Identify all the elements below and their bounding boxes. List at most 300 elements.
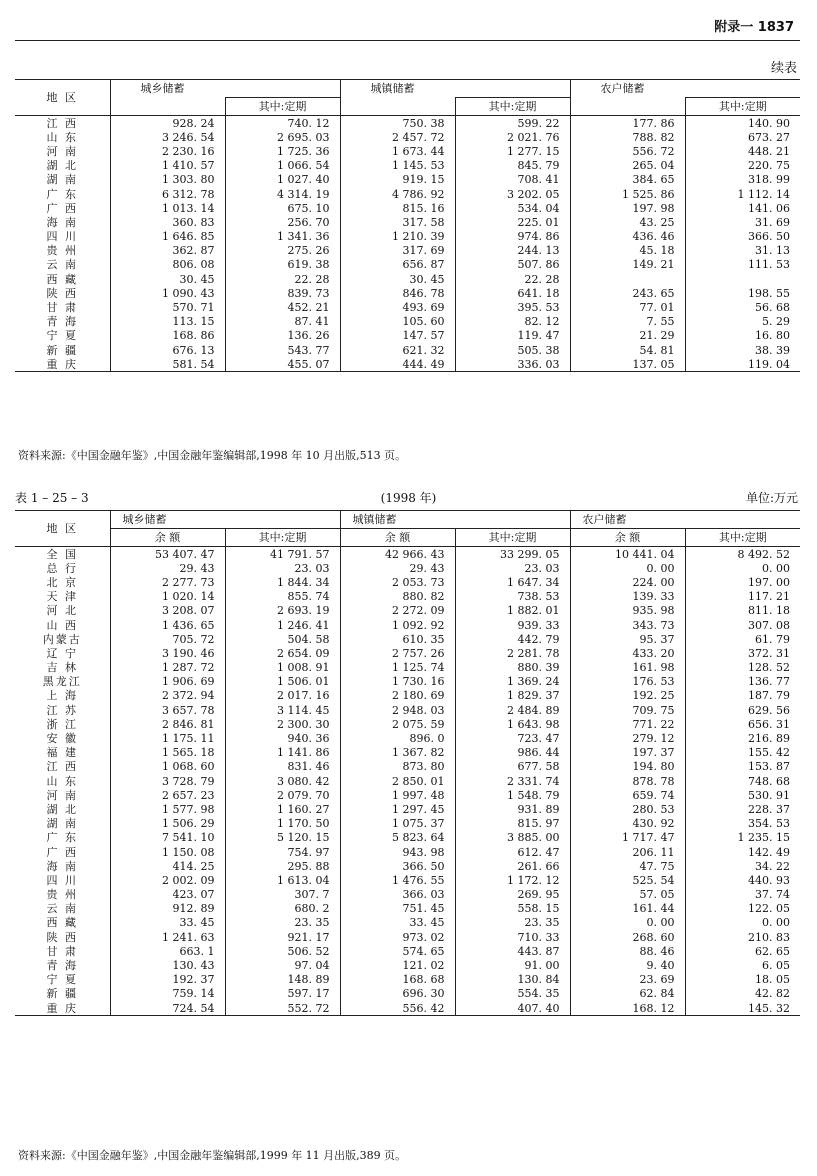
region-cell: 西 藏 <box>15 272 110 286</box>
value-cell: 534. 04 <box>455 201 570 215</box>
value-cell: 912. 89 <box>172 902 215 916</box>
value-cell: 43. 25 <box>570 215 685 229</box>
value-cell: 1 066. 54 <box>225 159 340 173</box>
value-cell: 1 160. 27 <box>225 802 340 816</box>
value-cell: 29. 43 <box>340 561 455 575</box>
value-cell: 2 053. 73 <box>340 575 455 589</box>
value-cell: 839. 73 <box>225 286 340 300</box>
value-cell: 2 457. 72 <box>340 130 455 144</box>
value-cell: 433. 20 <box>570 646 685 660</box>
value-cell: 47. 75 <box>570 859 685 873</box>
value-cell: 23. 35 <box>225 916 340 930</box>
value-cell: 641. 18 <box>455 286 570 300</box>
value-cell: 225. 01 <box>455 215 570 229</box>
savings-table-continued <box>15 79 800 372</box>
region-cell: 广 东 <box>15 831 110 845</box>
region-cell: 陕 西 <box>15 286 110 300</box>
value-cell: 38. 39 <box>685 343 800 357</box>
value-cell: 30. 45 <box>340 272 455 286</box>
value-cell: 142. 49 <box>685 845 800 859</box>
table-row <box>15 575 800 589</box>
value-cell: 2 948. 03 <box>340 703 455 717</box>
value-cell: 1 210. 39 <box>340 230 455 244</box>
value-cell: 122. 05 <box>685 902 800 916</box>
region-cell: 重 庆 <box>15 1001 110 1016</box>
value-cell: 3 202. 05 <box>455 187 570 201</box>
region-cell: 贵 州 <box>15 244 110 258</box>
value-cell: 1 145. 53 <box>340 159 455 173</box>
region-cell: 江 西 <box>15 116 110 131</box>
value-cell: 117. 21 <box>685 590 800 604</box>
value-cell: 177. 86 <box>570 116 685 131</box>
value-cell: 1 436. 65 <box>162 618 215 632</box>
table-row <box>15 547 800 562</box>
value-cell: 443. 87 <box>455 944 570 958</box>
header-fixed-1: 其中:定期 <box>225 98 340 116</box>
value-cell: 543. 77 <box>225 343 340 357</box>
value-cell: 2 075. 59 <box>340 717 455 731</box>
value-cell: 265. 04 <box>570 159 685 173</box>
region-cell: 宁 夏 <box>15 329 110 343</box>
region-cell: 总 行 <box>15 561 110 575</box>
value-cell: 105. 60 <box>340 315 455 329</box>
value-cell: 275. 26 <box>225 244 340 258</box>
value-cell: 16. 80 <box>685 329 800 343</box>
value-cell: 1 246. 41 <box>225 618 340 632</box>
value-cell: 552. 72 <box>225 1001 340 1016</box>
value-cell: 6. 05 <box>685 958 800 972</box>
value-cell: 1 643. 98 <box>455 717 570 731</box>
region-cell: 新 疆 <box>15 987 110 1001</box>
value-cell: 23. 03 <box>455 561 570 575</box>
table-row <box>15 689 800 703</box>
region-cell: 云 南 <box>15 258 110 272</box>
table-row <box>15 315 800 329</box>
value-cell: 806. 08 <box>172 258 215 272</box>
value-cell: 395. 53 <box>455 300 570 314</box>
table-year: (1998 年) <box>380 491 437 505</box>
value-cell: 30. 45 <box>179 272 215 286</box>
table-row <box>15 1001 800 1016</box>
value-cell: 1 075. 37 <box>340 817 455 831</box>
source-note-a: 资料来源:《中国金融年鉴》,中国金融年鉴编辑部,1998 年 10 月出版,513 页。 <box>18 449 407 462</box>
table-row <box>15 116 800 131</box>
value-cell: 197. 00 <box>685 575 800 589</box>
value-cell: 599. 22 <box>455 116 570 131</box>
value-cell: 8 492. 52 <box>685 547 800 562</box>
value-cell: 130. 84 <box>455 973 570 987</box>
value-cell: 4 786. 92 <box>340 187 455 201</box>
region-cell: 四 川 <box>15 230 110 244</box>
table-row <box>15 845 800 859</box>
table-row <box>15 746 800 760</box>
value-cell: 168. 68 <box>340 973 455 987</box>
value-cell: 1 730. 16 <box>340 675 455 689</box>
value-cell <box>570 272 685 286</box>
value-cell: 42. 82 <box>685 987 800 1001</box>
value-cell: 1 548. 79 <box>455 788 570 802</box>
region-cell: 山 东 <box>15 130 110 144</box>
table-row <box>15 258 800 272</box>
region-cell: 广 西 <box>15 845 110 859</box>
value-cell: 318. 99 <box>685 173 800 187</box>
value-cell: 2 281. 78 <box>455 646 570 660</box>
value-cell: 1 303. 80 <box>162 173 215 187</box>
value-cell: 228. 37 <box>685 802 800 816</box>
value-cell: 261. 66 <box>455 859 570 873</box>
region-cell: 江 西 <box>15 760 110 774</box>
value-cell: 136. 26 <box>225 329 340 343</box>
value-cell: 1 297. 45 <box>340 802 455 816</box>
region-cell: 甘 肃 <box>15 944 110 958</box>
value-cell: 919. 15 <box>340 173 455 187</box>
value-cell: 610. 35 <box>340 632 455 646</box>
table-row <box>15 286 800 300</box>
table-title: 表 1 – 25 – 3 <box>15 491 89 505</box>
value-cell: 384. 65 <box>570 173 685 187</box>
header-region: 地 区 <box>15 80 110 116</box>
table-a-body <box>15 116 800 372</box>
value-cell: 921. 17 <box>225 930 340 944</box>
value-cell: 597. 17 <box>225 987 340 1001</box>
value-cell: 493. 69 <box>340 300 455 314</box>
value-cell: 1 020. 14 <box>162 590 215 604</box>
value-cell: 442. 79 <box>455 632 570 646</box>
value-cell: 0. 00 <box>685 916 800 930</box>
header-balance-2: 余 额 <box>340 529 455 547</box>
value-cell: 168. 86 <box>172 329 215 343</box>
region-cell: 新 疆 <box>15 343 110 357</box>
table-row <box>15 902 800 916</box>
value-cell: 3 728. 79 <box>162 774 215 788</box>
region-cell: 内蒙古 <box>15 632 110 646</box>
value-cell: 940. 36 <box>225 731 340 745</box>
value-cell: 256. 70 <box>225 215 340 229</box>
value-cell: 1 172. 12 <box>455 873 570 887</box>
value-cell: 1 235. 15 <box>685 831 800 845</box>
value-cell: 788. 82 <box>570 130 685 144</box>
value-cell: 336. 03 <box>455 357 570 372</box>
table-row <box>15 888 800 902</box>
value-cell: 455. 07 <box>225 357 340 372</box>
value-cell: 187. 79 <box>685 689 800 703</box>
value-cell: 2 300. 30 <box>225 717 340 731</box>
value-cell: 1 476. 55 <box>340 873 455 887</box>
value-cell: 139. 33 <box>570 590 685 604</box>
value-cell: 136. 77 <box>685 675 800 689</box>
value-cell: 147. 57 <box>340 329 455 343</box>
table-row <box>15 159 800 173</box>
table-row <box>15 632 800 646</box>
value-cell: 1 906. 69 <box>162 675 215 689</box>
value-cell: 1 613. 04 <box>225 873 340 887</box>
value-cell: 656. 31 <box>685 717 800 731</box>
table-row <box>15 944 800 958</box>
value-cell: 1 673. 44 <box>340 144 455 158</box>
table-row <box>15 646 800 660</box>
table-row <box>15 144 800 158</box>
value-cell: 1 027. 40 <box>225 173 340 187</box>
value-cell: 168. 12 <box>570 1001 685 1016</box>
value-cell: 855. 74 <box>225 590 340 604</box>
value-cell: 206. 11 <box>570 845 685 859</box>
value-cell: 659. 74 <box>570 788 685 802</box>
value-cell: 570. 71 <box>172 301 215 315</box>
value-cell: 3 885. 00 <box>455 831 570 845</box>
region-cell: 河 北 <box>15 604 110 618</box>
value-cell: 366. 03 <box>340 888 455 902</box>
value-cell: 372. 31 <box>685 646 800 660</box>
value-cell: 31. 13 <box>685 244 800 258</box>
value-cell: 161. 98 <box>570 661 685 675</box>
value-cell: 119. 47 <box>455 329 570 343</box>
value-cell: 407. 40 <box>455 1001 570 1016</box>
value-cell: 155. 42 <box>685 746 800 760</box>
table-row <box>15 343 800 357</box>
value-cell: 750. 38 <box>340 116 455 131</box>
value-cell: 111. 53 <box>685 258 800 272</box>
value-cell: 986. 44 <box>455 746 570 760</box>
region-cell: 吉 林 <box>15 661 110 675</box>
region-cell: 湖 北 <box>15 159 110 173</box>
region-cell: 河 南 <box>15 788 110 802</box>
value-cell: 210. 83 <box>685 930 800 944</box>
value-cell: 676. 13 <box>172 343 215 357</box>
value-cell: 414. 25 <box>172 859 215 873</box>
value-cell: 29. 43 <box>179 561 215 575</box>
value-cell: 5 823. 64 <box>340 831 455 845</box>
value-cell: 354. 53 <box>685 817 800 831</box>
value-cell: 1 506. 29 <box>162 817 215 831</box>
value-cell: 1 341. 36 <box>225 230 340 244</box>
value-cell: 556. 42 <box>340 1001 455 1016</box>
value-cell: 5. 29 <box>685 315 800 329</box>
region-cell: 西 藏 <box>15 916 110 930</box>
value-cell: 280. 53 <box>570 802 685 816</box>
value-cell: 2 331. 74 <box>455 774 570 788</box>
table-row <box>15 230 800 244</box>
table-row <box>15 717 800 731</box>
value-cell: 619. 38 <box>225 258 340 272</box>
table-row <box>15 817 800 831</box>
value-cell: 9. 40 <box>570 958 685 972</box>
value-cell: 243. 65 <box>570 286 685 300</box>
value-cell: 317. 69 <box>340 244 455 258</box>
value-cell: 444. 49 <box>340 357 455 372</box>
value-cell: 56. 68 <box>685 300 800 314</box>
value-cell: 677. 58 <box>455 760 570 774</box>
value-cell: 4 314. 19 <box>225 187 340 201</box>
value-cell: 161. 44 <box>570 902 685 916</box>
table-row <box>15 675 800 689</box>
header-balance-3: 余 额 <box>570 529 685 547</box>
value-cell: 33. 45 <box>179 916 215 930</box>
value-cell: 128. 52 <box>685 661 800 675</box>
value-cell: 141. 06 <box>685 201 800 215</box>
value-cell: 2 021. 76 <box>455 130 570 144</box>
value-cell: 759. 14 <box>172 987 215 1001</box>
table-row <box>15 604 800 618</box>
value-cell: 149. 21 <box>570 258 685 272</box>
value-cell: 1 092. 92 <box>340 618 455 632</box>
value-cell: 192. 25 <box>570 689 685 703</box>
value-cell: 612. 47 <box>455 845 570 859</box>
region-cell: 重 庆 <box>15 357 110 372</box>
value-cell: 192. 37 <box>172 973 215 987</box>
value-cell: 3 657. 78 <box>162 703 215 717</box>
value-cell: 57. 05 <box>570 888 685 902</box>
value-cell: 880. 39 <box>455 661 570 675</box>
value-cell: 754. 97 <box>225 845 340 859</box>
value-cell: 2 079. 70 <box>225 788 340 802</box>
value-cell: 176. 53 <box>570 675 685 689</box>
value-cell: 696. 30 <box>340 987 455 1001</box>
value-cell: 119. 04 <box>685 357 800 372</box>
value-cell: 268. 60 <box>570 930 685 944</box>
value-cell: 878. 78 <box>570 774 685 788</box>
value-cell: 556. 72 <box>570 144 685 158</box>
value-cell: 6 312. 78 <box>162 187 215 201</box>
value-cell: 42 966. 43 <box>340 547 455 562</box>
header-urban-rural-savings-b: 城乡储蓄 <box>110 511 225 529</box>
value-cell: 943. 98 <box>340 845 455 859</box>
value-cell: 220. 75 <box>685 159 800 173</box>
table-unit: 单位:万元 <box>745 491 798 505</box>
value-cell: 2 372. 94 <box>162 689 215 703</box>
region-cell: 海 南 <box>15 859 110 873</box>
value-cell: 1 717. 47 <box>570 831 685 845</box>
header-urban-savings-b: 城镇储蓄 <box>340 511 455 529</box>
value-cell: 1 882. 01 <box>455 604 570 618</box>
value-cell: 362. 87 <box>172 244 215 258</box>
value-cell: 1 112. 14 <box>685 187 800 201</box>
page-header-text: 附录一 1837 <box>714 20 794 35</box>
header-balance-1: 余 额 <box>110 529 225 547</box>
value-cell: 1 647. 34 <box>455 575 570 589</box>
value-cell: 2 272. 09 <box>340 604 455 618</box>
value-cell: 279. 12 <box>570 731 685 745</box>
value-cell: 33. 45 <box>340 916 455 930</box>
value-cell: 54. 81 <box>570 343 685 357</box>
value-cell: 194. 80 <box>570 760 685 774</box>
value-cell: 0. 00 <box>570 561 685 575</box>
value-cell: 724. 54 <box>172 1001 215 1015</box>
value-cell: 62. 65 <box>685 944 800 958</box>
value-cell: 723. 47 <box>455 731 570 745</box>
table-row <box>15 201 800 215</box>
table-row <box>15 187 800 201</box>
region-cell: 青 海 <box>15 958 110 972</box>
value-cell: 130. 43 <box>172 959 215 973</box>
value-cell: 197. 98 <box>570 201 685 215</box>
value-cell: 680. 2 <box>225 902 340 916</box>
value-cell: 1 369. 24 <box>455 675 570 689</box>
table-row <box>15 873 800 887</box>
region-cell: 北 京 <box>15 575 110 589</box>
value-cell: 709. 75 <box>570 703 685 717</box>
value-cell: 1 829. 37 <box>455 689 570 703</box>
table-row <box>15 930 800 944</box>
header-fixed-2: 其中:定期 <box>455 98 570 116</box>
value-cell: 2 846. 81 <box>162 717 215 731</box>
value-cell: 148. 89 <box>225 973 340 987</box>
value-cell: 2 002. 09 <box>162 873 215 887</box>
value-cell: 366. 50 <box>685 230 800 244</box>
value-cell: 738. 53 <box>455 590 570 604</box>
value-cell: 224. 00 <box>570 575 685 589</box>
value-cell: 504. 58 <box>225 632 340 646</box>
value-cell: 1 410. 57 <box>162 159 215 173</box>
value-cell: 673. 27 <box>685 130 800 144</box>
value-cell: 1 008. 91 <box>225 661 340 675</box>
value-cell: 2 693. 19 <box>225 604 340 618</box>
value-cell <box>685 272 800 286</box>
table-row <box>15 618 800 632</box>
value-cell: 244. 13 <box>455 244 570 258</box>
table-row <box>15 859 800 873</box>
continuation-label: 续表 <box>770 61 797 76</box>
table-row <box>15 561 800 575</box>
region-cell: 黑龙江 <box>15 675 110 689</box>
value-cell: 87. 41 <box>225 315 340 329</box>
value-cell: 7 541. 10 <box>162 831 215 845</box>
value-cell: 440. 93 <box>685 873 800 887</box>
region-cell: 贵 州 <box>15 888 110 902</box>
value-cell: 23. 35 <box>455 916 570 930</box>
value-cell: 423. 07 <box>172 888 215 902</box>
table-row <box>15 703 800 717</box>
value-cell: 317. 58 <box>340 215 455 229</box>
header-rural-savings: 农户储蓄 <box>570 80 685 98</box>
table-row <box>15 300 800 314</box>
value-cell: 931. 89 <box>455 802 570 816</box>
value-cell: 430. 92 <box>570 817 685 831</box>
value-cell: 974. 86 <box>455 230 570 244</box>
value-cell: 896. 0 <box>340 731 455 745</box>
value-cell: 771. 22 <box>570 717 685 731</box>
value-cell: 2 230. 16 <box>162 144 215 158</box>
value-cell: 1 506. 01 <box>225 675 340 689</box>
table-row <box>15 916 800 930</box>
value-cell: 935. 98 <box>570 604 685 618</box>
table-row <box>15 731 800 745</box>
value-cell: 1 577. 98 <box>162 802 215 816</box>
value-cell: 1 525. 86 <box>570 187 685 201</box>
value-cell: 2 017. 16 <box>225 689 340 703</box>
value-cell: 675. 10 <box>225 201 340 215</box>
value-cell: 137. 05 <box>570 357 685 372</box>
header-fixed-b3: 其中:定期 <box>685 529 800 547</box>
header-urban-savings: 城镇储蓄 <box>340 80 455 98</box>
value-cell: 23. 69 <box>570 973 685 987</box>
table-row <box>15 987 800 1001</box>
value-cell: 22. 28 <box>455 272 570 286</box>
value-cell: 928. 24 <box>172 116 215 130</box>
value-cell: 145. 32 <box>685 1001 800 1016</box>
region-cell: 云 南 <box>15 902 110 916</box>
region-cell: 湖 北 <box>15 802 110 816</box>
value-cell: 663. 1 <box>179 944 215 958</box>
value-cell: 23. 03 <box>225 561 340 575</box>
value-cell: 295. 88 <box>225 859 340 873</box>
value-cell: 558. 15 <box>455 902 570 916</box>
value-cell: 82. 12 <box>455 315 570 329</box>
value-cell: 95. 37 <box>570 632 685 646</box>
value-cell: 18. 05 <box>685 973 800 987</box>
value-cell: 1 997. 48 <box>340 788 455 802</box>
value-cell: 269. 95 <box>455 888 570 902</box>
value-cell: 2 654. 09 <box>225 646 340 660</box>
